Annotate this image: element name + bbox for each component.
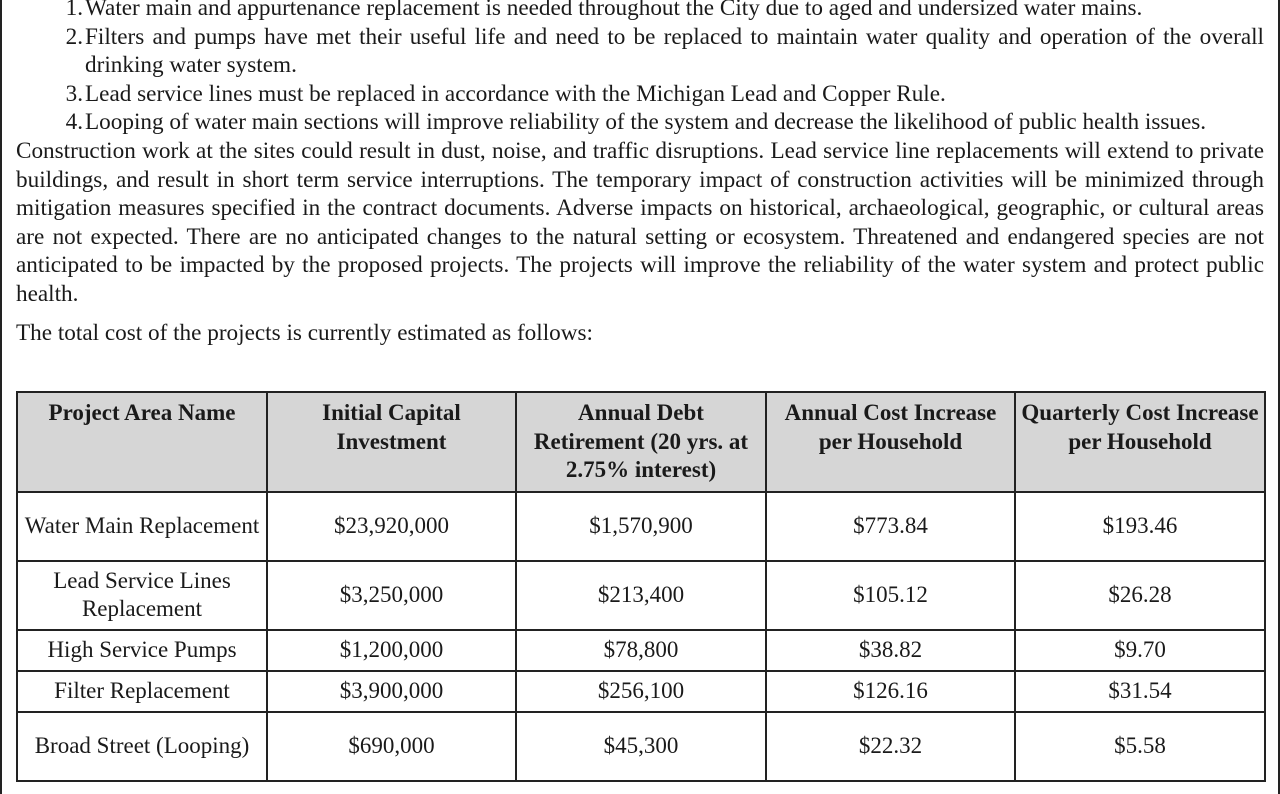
header-quarterly-cost-increase: Quarterly Cost Increase per Household: [1015, 392, 1265, 492]
cell-annual-debt: $78,800: [516, 630, 766, 671]
list-item: [16, 23, 1264, 80]
list-item: [16, 0, 1264, 23]
table-row: [17, 671, 1265, 712]
cell-annual-debt: $256,100: [516, 671, 766, 712]
cell-quarterly-cost: $9.70: [1015, 630, 1265, 671]
cell-annual-cost: $773.84: [766, 492, 1015, 561]
cell-annual-cost: $38.82: [766, 630, 1015, 671]
table-header-row: [17, 392, 1265, 492]
cell-project-name: Broad Street (Looping): [17, 712, 267, 781]
table-row: [17, 492, 1265, 561]
cell-annual-debt: $45,300: [516, 712, 766, 781]
cell-initial-capital: $3,900,000: [267, 671, 516, 712]
cell-initial-capital: $1,200,000: [267, 630, 516, 671]
table-row: [17, 630, 1265, 671]
cell-initial-capital: $23,920,000: [267, 492, 516, 561]
cell-initial-capital: $3,250,000: [267, 561, 516, 630]
cell-annual-cost: $105.12: [766, 561, 1015, 630]
impact-paragraph: Construction work at the sites could result in dust, noise, and traffic disruptions. Lead service line replacements will extend to private buildings, and result in short term service interruptions. The temporary impact of construction activities will be minimized through mitigation measures specified in the contract documents. Adverse impacts on historical, archaeological, geographic, or cultural areas are not expected. There are no anticipated changes to the natural setting or ecosystem. Threatened and endangered species are not anticipated to be impacted by the proposed projects. The projects will improve the reliability of the water system and protect public health.: [16, 137, 1264, 307]
header-initial-capital-investment: Initial Capital Investment: [267, 392, 516, 492]
list-item: [16, 80, 1264, 109]
table-row: [17, 561, 1265, 630]
cell-project-name: Water Main Replacement: [17, 492, 267, 561]
cell-quarterly-cost: $31.54: [1015, 671, 1265, 712]
cell-annual-cost: $126.16: [766, 671, 1015, 712]
cell-project-name: Filter Replacement: [17, 671, 267, 712]
cell-annual-debt: $213,400: [516, 561, 766, 630]
header-annual-cost-increase: Annual Cost Increase per Household: [766, 392, 1015, 492]
list-item-number: 2 .: [16, 23, 85, 80]
document-page: [16, 0, 1264, 347]
cell-annual-debt: $1,570,900: [516, 492, 766, 561]
cost-table: [16, 391, 1266, 782]
list-item-text: Filters and pumps have met their useful life and need to be replaced to maintain water quality and operation of the overall drinking water system.: [85, 23, 1264, 79]
needs-list: [16, 0, 1264, 137]
table-row: [17, 712, 1265, 781]
list-item-number: 1 .: [16, 0, 85, 23]
cell-project-name: High Service Pumps: [17, 630, 267, 671]
list-item: [16, 108, 1264, 137]
cell-quarterly-cost: $5.58: [1015, 712, 1265, 781]
list-item-number: 4 .: [16, 108, 85, 137]
list-item-text: Looping of water main sections will improve reliability of the system and decrease the likelihood of public health issues.: [85, 109, 1207, 136]
list-item-text: Lead service lines must be replaced in accordance with the Michigan Lead and Copper Rule.: [85, 80, 946, 107]
header-project-area-name: Project Area Name: [17, 392, 267, 492]
cell-annual-cost: $22.32: [766, 712, 1015, 781]
cell-initial-capital: $690,000: [267, 712, 516, 781]
header-annual-debt-retirement: Annual Debt Retirement (20 yrs. at 2.75% interest): [516, 392, 766, 492]
list-item-number: 3 .: [16, 80, 85, 109]
cell-quarterly-cost: $193.46: [1015, 492, 1265, 561]
cell-project-name: Lead Service Lines Replacement: [17, 561, 267, 630]
cell-quarterly-cost: $26.28: [1015, 561, 1265, 630]
list-item-text: Water main and appurtenance replacement is needed throughout the City due to aged and undersized water mains.: [85, 0, 1143, 21]
cost-intro-text: The total cost of the projects is currently estimated as follows:: [16, 319, 593, 346]
